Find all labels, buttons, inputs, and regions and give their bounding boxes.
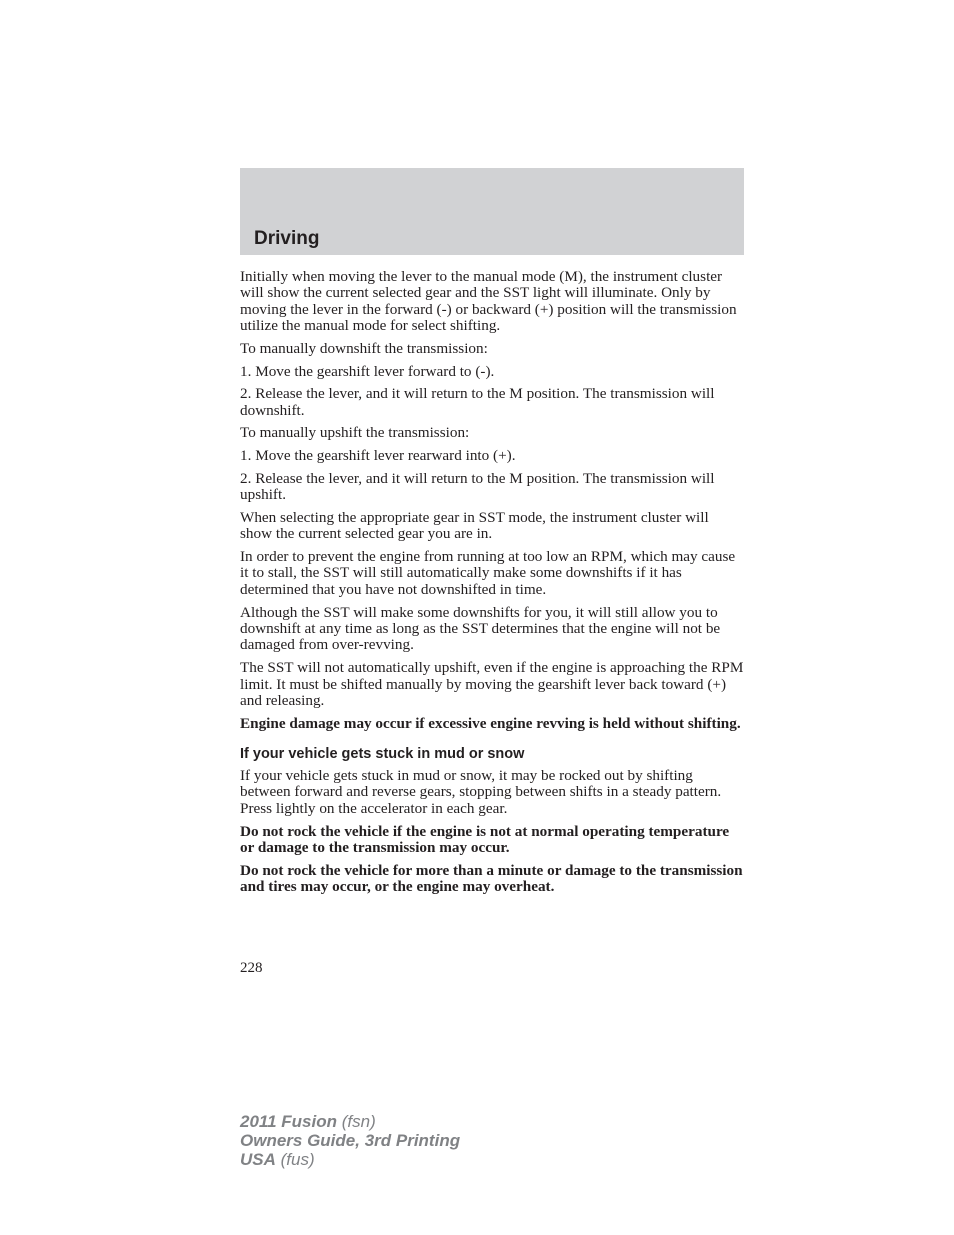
body-paragraph: If your vehicle gets stuck in mud or snow, it may be rocked out by shifting between forward and reverse gears, stopping between shifts in a steady pattern. Press lightly on the accelerator in each gear.: [240, 767, 722, 817]
page-content: [240, 269, 744, 902]
footer-model-name: 2011 Fusion: [240, 1112, 337, 1131]
section-heading: If your vehicle gets stuck in mud or snow: [240, 746, 525, 763]
body-paragraph: Initially when moving the lever to the manual mode (M), the instrument cluster will show the current selected gear and the SST light will illuminate. Only by moving the lever in the forward (-) or backward (+) position will the transmission utilize the manual mode for select shifting.: [240, 268, 737, 335]
warning-paragraph: Engine damage may occur if excessive engine revving is held without shifting.: [240, 714, 741, 732]
footer-publication-info: [240, 1112, 460, 1169]
body-paragraph: When selecting the appropriate gear in SST mode, the instrument cluster will show the current selected gear you are in.: [240, 508, 709, 543]
warning-paragraph: Do not rock the vehicle if the engine is not at normal operating temperature or damage to the transmission may occur.: [240, 822, 730, 856]
body-paragraph: To manually upshift the transmission:: [240, 424, 470, 442]
body-paragraph: To manually downshift the transmission:: [240, 339, 488, 357]
body-paragraph: 1. Move the gearshift lever forward to (-).: [240, 362, 495, 380]
section-header-band: [240, 168, 744, 255]
body-paragraph: 2. Release the lever, and it will return to the M position. The transmission will downshift.: [240, 385, 715, 419]
warning-paragraph: Do not rock the vehicle for more than a minute or damage to the transmission and tires may occur, or the engine may overheat.: [240, 861, 743, 896]
body-paragraph: The SST will not automatically upshift, even if the engine is approaching the RPM limit. It must be shifted manually by moving the gearshift lever back toward (+) and releasing.: [240, 659, 744, 709]
body-paragraph: Although the SST will make some downshifts for you, it will still allow you to downshift at any time as long as the SST determines that the engine will not be damaged from over-revving.: [240, 603, 721, 654]
footer-line-region: [240, 1150, 460, 1169]
body-paragraph: 2. Release the lever, and it will return to the M position. The transmission will upshift.: [240, 469, 715, 504]
body-paragraphs-before-heading: [240, 269, 744, 732]
footer-region-code: (fus): [280, 1150, 315, 1169]
footer-region-name: USA: [240, 1150, 276, 1169]
footer-line-model: [240, 1112, 460, 1131]
page-number: 228: [240, 960, 263, 976]
body-paragraphs-after-heading: [240, 768, 744, 895]
footer-model-code: (fsn): [341, 1112, 376, 1131]
body-paragraph: 1. Move the gearshift lever rearward into (+).: [240, 447, 516, 465]
body-paragraph: In order to prevent the engine from running at too low an RPM, which may cause it to stall, the SST will still automatically make some downshifts if it has determined that you have not downshifted in time.: [240, 548, 736, 598]
section-title: Driving: [254, 228, 320, 249]
footer-line-guide: Owners Guide, 3rd Printing: [240, 1131, 461, 1150]
